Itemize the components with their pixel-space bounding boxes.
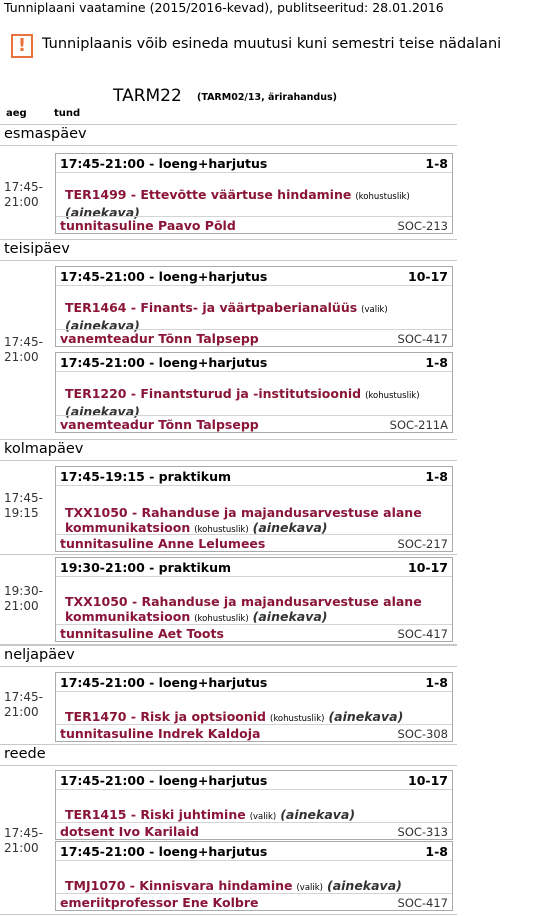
lesson-header [56,558,452,577]
lesson-weeks: 1-8 [425,675,448,690]
day-name: teisipäev [4,241,70,257]
lesson-time-type: 19:30-21:00 - praktikum [60,560,232,575]
lesson-card [55,266,453,347]
slot-time: 17:45- 21:00 [4,690,43,719]
slot-time: 19:30- 21:00 [4,584,43,613]
teacher-link[interactable]: tunnitasuline Paavo Põld [60,218,236,233]
time-slot [0,767,457,915]
room-label: SOC-217 [397,537,448,551]
lesson-card [55,466,453,552]
lesson-weeks: 10-17 [408,773,448,788]
lesson-footer [56,624,452,641]
room-label: SOC-213 [397,219,448,233]
lesson-weeks: 1-8 [425,844,448,859]
day-header [0,124,457,146]
room-label: SOC-417 [397,627,448,641]
time-slot [0,555,457,645]
course-plan-link[interactable]: (ainekava) [326,878,402,893]
lesson-time-type: 17:45-21:00 - loeng+harjutus [60,355,268,370]
room-label: SOC-417 [397,896,448,910]
day-name: neljapäev [4,647,75,663]
day-header [0,439,457,461]
lesson-weeks: 10-17 [408,269,448,284]
course-type: (valik) [249,812,277,822]
lesson-header [56,154,452,173]
course-plan-link[interactable]: (ainekava) [280,807,356,822]
teacher-link[interactable]: vanemteadur Tõnn Talpsepp [60,331,259,346]
lesson-weeks: 10-17 [408,560,448,575]
room-label: SOC-417 [397,332,448,346]
room-label: SOC-313 [397,825,448,839]
lesson-footer [56,724,452,741]
course-plan-link[interactable]: (ainekava) [65,205,140,220]
slot-time: 17:45- 19:15 [4,491,43,520]
lesson-card [55,557,453,642]
course-plan-link[interactable]: (ainekava) [252,609,328,624]
course-type: (kohustuslik) [270,714,325,724]
teacher-link[interactable]: emeriitprofessor Ene Kolbre [60,895,259,910]
teacher-link[interactable]: vanemteadur Tõnn Talpsepp [60,417,259,432]
lesson-weeks: 1-8 [425,156,448,171]
notice-text: Tunniplaanis võib esineda muutusi kuni semestri teise nädalani [42,36,502,52]
lesson-card [55,672,453,742]
teacher-link[interactable]: tunnitasuline Indrek Kaldoja [60,726,261,741]
course-link[interactable]: TER1415 - Riski juhtimine [65,807,246,822]
course-link[interactable]: TXX1050 - Rahanduse ja majandusarvestuse alane kommunikatsioon [65,594,422,624]
lesson-time-type: 17:45-21:00 - loeng+harjutus [60,156,268,171]
course-type: (kohustuslik) [194,525,249,535]
course-link[interactable]: TER1499 - Ettevõtte väärtuse hindamine [65,187,352,202]
course-plan-link[interactable]: (ainekava) [328,709,404,724]
page-title: Tunniplaani vaatamine (2015/2016-kevad), publitseeritud: 28.01.2016 [4,0,444,15]
lesson-time-type: 17:45-21:00 - loeng+harjutus [60,773,268,788]
day-header [0,239,457,261]
course-link[interactable]: TER1464 - Finants- ja väärtpaberianalüüs [65,300,358,315]
lesson-weeks: 1-8 [425,355,448,370]
day-name: esmaspäev [4,126,87,142]
lesson-card [55,352,453,433]
teacher-link[interactable]: tunnitasuline Aet Toots [60,626,224,641]
day-header [0,744,457,766]
course-type: (valik) [361,305,388,315]
time-slot [0,668,457,746]
lesson-footer [56,415,452,432]
room-label: SOC-308 [397,727,448,741]
column-header-lesson: tund [54,108,81,119]
lesson-header [56,673,452,692]
course-type: (kohustuslik) [194,614,249,624]
course-link[interactable]: TXX1050 - Rahanduse ja majandusarvestuse alane kommunikatsioon [65,505,422,535]
time-slot [0,147,457,242]
course-plan-link[interactable]: (ainekava) [252,520,328,535]
course-link[interactable]: TER1470 - Risk ja optsioonid [65,709,267,724]
course-type: (valik) [296,883,323,893]
lesson-header [56,267,452,286]
lesson-footer [56,216,452,233]
course-link[interactable]: TMJ1070 - Kinnisvara hindamine [65,878,293,893]
lesson-footer [56,893,452,910]
course-plan-link[interactable]: (ainekava) [65,318,140,333]
day-name: kolmapäev [4,441,84,457]
lesson-header [56,467,452,486]
lesson-card [55,770,453,840]
course-link[interactable]: TER1220 - Finantsturud ja -institutsioonid [65,386,362,401]
lesson-footer [56,329,452,346]
lesson-header [56,842,452,861]
lesson-course [65,594,448,627]
lesson-header [56,353,452,372]
course-type: (kohustuslik) [365,391,420,401]
lesson-header [56,771,452,790]
slot-time: 17:45- 21:00 [4,335,43,364]
time-slot [0,462,457,555]
group-title: TARM22 [113,86,182,106]
lesson-weeks: 1-8 [425,469,448,484]
column-header-time: aeg [6,108,27,119]
lesson-footer [56,534,452,551]
lesson-time-type: 17:45-21:00 - loeng+harjutus [60,844,268,859]
lesson-card [55,153,453,234]
teacher-link[interactable]: tunnitasuline Anne Lelumees [60,536,266,551]
room-label: SOC-211A [389,418,448,432]
day-header [0,645,457,667]
lesson-time-type: 17:45-19:15 - praktikum [60,469,232,484]
lesson-footer [56,822,452,839]
slot-time: 17:45- 21:00 [4,826,43,855]
slot-time: 17:45- 21:00 [4,180,43,209]
lesson-time-type: 17:45-21:00 - loeng+harjutus [60,675,268,690]
teacher-link[interactable]: dotsent Ivo Karilaid [60,824,199,839]
course-plan-link[interactable]: (ainekava) [65,404,140,419]
time-slot [0,262,457,442]
course-type: (kohustuslik) [355,192,410,202]
day-name: reede [4,746,46,762]
warning-icon: ! [11,34,33,58]
group-details: (TARM02/13, ärirahandus) [197,92,337,103]
lesson-time-type: 17:45-21:00 - loeng+harjutus [60,269,268,284]
lesson-card [55,841,453,911]
